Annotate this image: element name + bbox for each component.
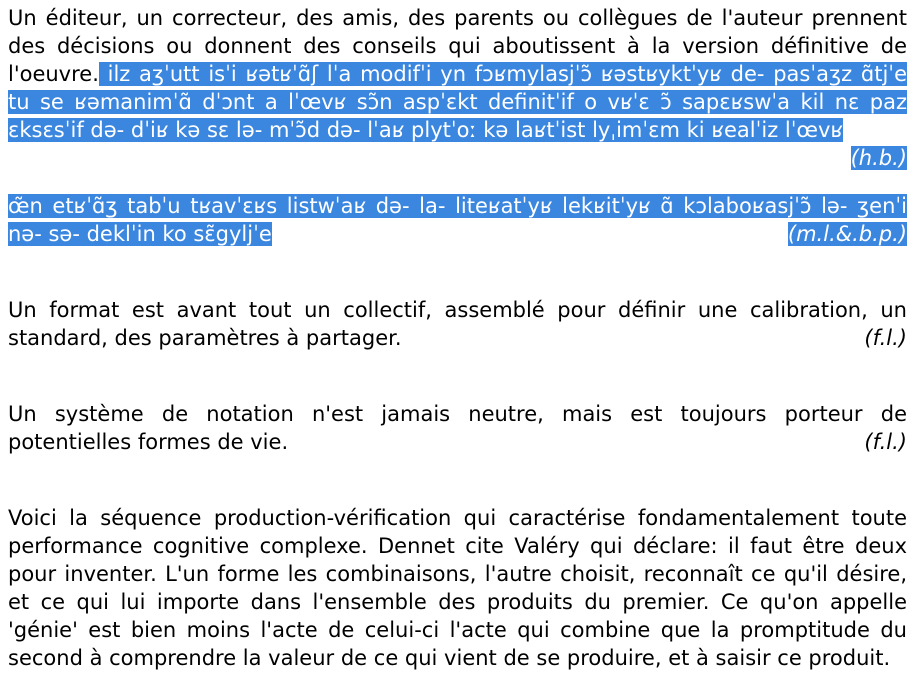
selected-transcription[interactable]: ilz aʒˈutt isˈi ʁətʁˈɑ̃ʃ lˈa modifˈi yn fɔʁmylasjˈɔ̃ ʁəstʁyktˈyʁ de- pasˈaʒz ɑ̃tjˈe tu se ʁəmanimˈɑ̃ dˈɔnt a lˈœvʁ sɔ̃n aspˈɛkt definitˈif o vʁˈɛ ɔ̃ sapɛʁswˈa kil nɛ paz ɛksɛsˈif də- dˈiʁ kə sɛ lə- mˈɔ̃d də- lˈaʁ plytˈoː kə laʁtˈist lyˌimˈɛm ki ʁealˈiz lˈœvʁ [8,62,907,142]
paragraph-editor [8,4,907,172]
paragraph-transcription [8,192,907,248]
attribution: (f.l.) [864,430,907,454]
attribution-text[interactable]: (m.l.&.b.p.) [787,222,907,246]
paragraph-text: Un format est avant tout un collectif, assemblé pour définir une calibration, un standard, des paramètres à partager. [8,298,907,350]
paragraph-gap [8,456,907,504]
paragraph-text: Voici la séquence production-vérification qui caractérise fondamentalement toute performance cognitive complexe. Dennet cite Valéry qui déclare: il faut être deux pour inventer. L'un forme les combinaisons, l'autre choisit, reconnaît ce qu'il désire, et ce qui lui importe dans l'ensemble des produits du premier. Ce qu'on appelle 'génie' est bien moins l'acte de celui-ci l'acte qui combine que la promptitude du second à comprendre la valeur de ce qui vient de se produire, et à saisir ce produit. [8,506,907,670]
selected-transcription[interactable]: œ̃n etʁˈɑ̃ʒ tabˈu tʁavˈɛʁs listwˈaʁ də- la- liteʁatˈyʁ lekʁitˈyʁ ɑ̃ kɔlaboʁasjˈɔ̃ lə- ʒenˈi nə- sə- deklˈin ko sɛ̃gyljˈe [8,194,907,246]
paragraph-format [8,296,907,352]
attribution [8,144,907,172]
paragraph-valery [8,504,907,672]
paragraph-gap [8,248,907,296]
paragraph-gap [8,172,907,192]
attribution: (f.l.) [864,326,907,350]
paragraph-text: Un éditeur, un correcteur, des amis, des parents ou collègues de l'auteur prennent des décisions ou donnent des conseils qui aboutissent à la version définitive de l'oeuvre. [8,6,907,86]
paragraph-notation [8,400,907,456]
paragraph-text: Un système de notation n'est jamais neutre, mais est toujours porteur de potentielles formes de vie. [8,402,907,454]
paragraph-gap [8,352,907,400]
attribution [788,220,907,248]
attribution-text[interactable]: (h.b.) [850,146,907,170]
document-body [8,4,907,672]
